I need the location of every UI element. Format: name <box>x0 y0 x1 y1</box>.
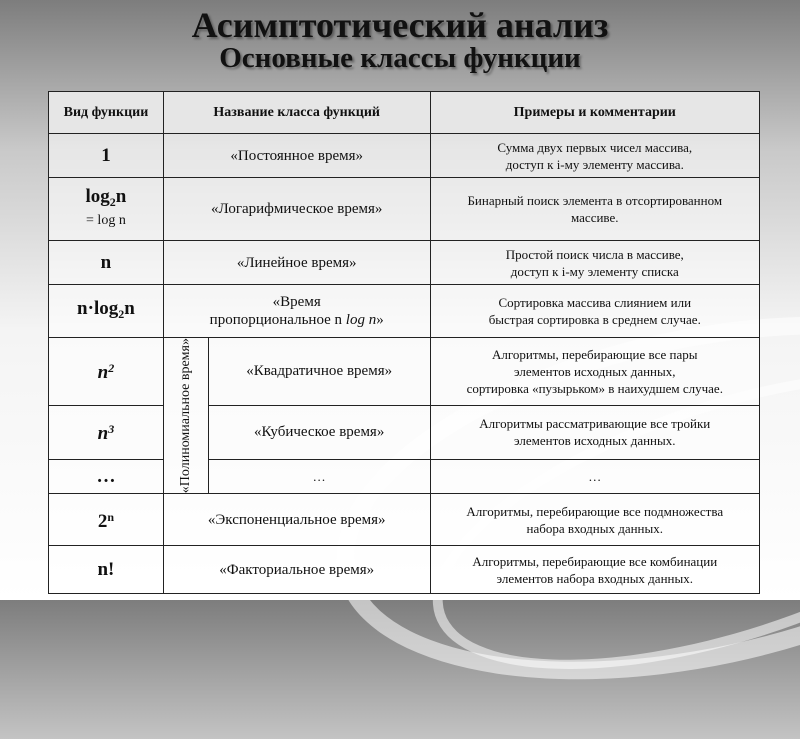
examples-cell: Алгоритмы рассматривающие все тройки элементов исходных данных. <box>430 405 759 459</box>
class-name-cell: «Экспоненциальное время» <box>163 494 430 546</box>
table-row <box>49 459 760 493</box>
table-row <box>49 494 760 546</box>
function-cell: $n^3$ <box>49 405 164 459</box>
function-cell: $n\cdot\log_2n$ <box>49 285 164 338</box>
function-cell: n! <box>49 546 164 594</box>
slide-title: Асимптотический анализ <box>191 5 609 45</box>
table-row <box>49 405 760 459</box>
examples-cell: Сортировка массива слиянием или быстрая сортировка в среднем случае. <box>430 285 759 338</box>
function-cell: … <box>49 459 164 493</box>
table-row <box>49 241 760 285</box>
slide-subtitle: Основные классы функции <box>219 42 581 74</box>
table-row <box>49 134 760 178</box>
examples-cell: Алгоритмы, перебирающие все подмножества набора входных данных. <box>430 494 759 546</box>
examples-cell: Алгоритмы, перебирающие все пары элементов исходных данных, сортировка «пузырьком» в наихудшем случае. <box>430 338 759 406</box>
function-cell: 1 <box>49 134 164 178</box>
examples-cell: Простой поиск числа в массиве, доступ к i-му элементу списка <box>430 241 759 285</box>
table-row <box>49 178 760 241</box>
class-name-cell: «Квадратичное время» <box>208 338 430 406</box>
function-cell: $n^2$ <box>49 338 164 406</box>
examples-cell: Сумма двух первых чисел массива, доступ к i-му элементу массива. <box>430 134 759 178</box>
function-cell: $\log_2n$ = log n <box>49 178 164 241</box>
table-header-row <box>49 92 760 134</box>
examples-cell: Бинарный поиск элемента в отсортированном массиве. <box>430 178 759 241</box>
examples-cell: Алгоритмы, перебирающие все комбинации элементов набора входных данных. <box>430 546 759 594</box>
header-cell: Примеры и комментарии <box>430 92 759 134</box>
table-row <box>49 546 760 594</box>
function-classes-table <box>48 91 760 594</box>
header-cell: Вид функции <box>49 92 164 134</box>
class-name-cell: «Время пропорциональное n log n» <box>163 285 430 338</box>
examples-cell: … <box>430 459 759 493</box>
header-cell: Название класса функций <box>163 92 430 134</box>
function-cell: n <box>49 241 164 285</box>
class-name-cell: «Линейное время» <box>163 241 430 285</box>
class-name-cell: «Факториальное время» <box>163 546 430 594</box>
class-name-cell: … <box>208 459 430 493</box>
class-name-cell: «Кубическое время» <box>208 405 430 459</box>
table-row <box>49 338 760 406</box>
polynomial-time-label: «Полиномиальное время» <box>163 338 208 494</box>
class-name-cell: «Постоянное время» <box>163 134 430 178</box>
table-row <box>49 285 760 338</box>
class-name-cell: «Логарифмическое время» <box>163 178 430 241</box>
function-cell: 2$^n$ <box>49 494 164 546</box>
